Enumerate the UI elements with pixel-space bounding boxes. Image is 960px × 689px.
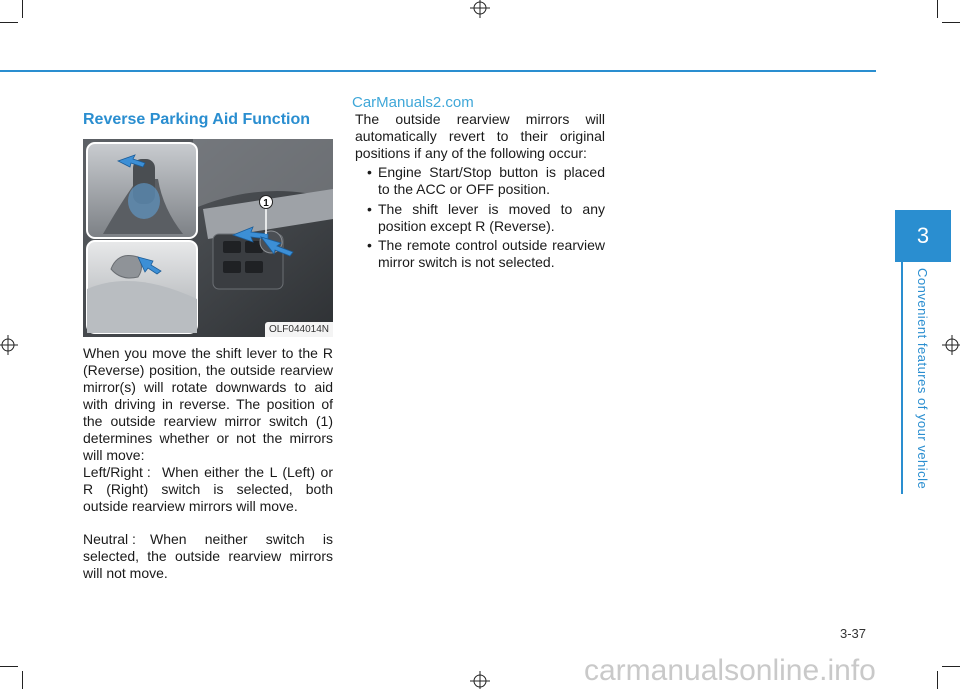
crop-mark xyxy=(942,666,960,667)
definition-desc: When either the L (Left) or R (Right) switch is selected, both outside rearview mirrors will move. xyxy=(83,464,333,514)
bullet-text: Engine Start/Stop button is placed to the ACC or OFF position. xyxy=(378,164,605,197)
section-title: Reverse Parking Aid Function xyxy=(83,111,311,128)
crop-mark xyxy=(0,22,18,23)
crop-mark xyxy=(937,671,938,689)
watermark-bottom[interactable]: carmanualsonline.info xyxy=(584,654,876,687)
bullet-item xyxy=(355,164,605,198)
registration-mark-icon xyxy=(0,333,20,357)
bullet-text: The remote control outside rearview mirror switch is not selected. xyxy=(378,237,605,270)
figure-code-label: OLF044014N xyxy=(265,322,333,337)
crop-mark xyxy=(22,671,23,689)
crop-mark xyxy=(937,0,938,18)
chapter-tab[interactable] xyxy=(895,210,951,262)
crop-mark xyxy=(0,666,18,667)
header-rule xyxy=(0,70,876,72)
figure-illustration xyxy=(83,139,333,337)
definition-left-right xyxy=(83,464,333,515)
bullet-dot: • xyxy=(367,201,372,217)
bullet-text: The shift lever is moved to any position except R (Reverse). xyxy=(378,201,605,234)
chapter-rule xyxy=(901,262,903,494)
revert-paragraph: The outside rearview mirrors will automatically revert to their original positions if any of the following occur: xyxy=(355,111,605,161)
bullet-dot: • xyxy=(367,164,372,180)
bullet-item xyxy=(355,237,605,271)
registration-mark-icon xyxy=(940,333,960,357)
definition-term: Left/Right : xyxy=(83,464,151,480)
registration-mark-icon xyxy=(468,669,492,689)
callout-number: 1 xyxy=(263,198,269,209)
definition-desc: When neither switch is selected, the outside rearview mirrors will not move. xyxy=(83,531,333,581)
definition-term: Neutral : xyxy=(83,531,136,547)
watermark-top[interactable]: CarManuals2.com xyxy=(352,94,474,111)
definition-neutral xyxy=(83,531,333,582)
chapter-number: 3 xyxy=(916,223,930,248)
chapter-title: Convenient features of your vehicle xyxy=(915,268,930,490)
intro-paragraph: When you move the shift lever to the R (Reverse) position, the outside rearview mirror(s) will rotate downwards to aid with driving in reverse. The position of the outside rearview mirror switch (1) determines whether or not the mirrors will move: xyxy=(83,345,333,463)
bullet-dot: • xyxy=(367,237,372,253)
registration-mark-icon xyxy=(468,0,492,20)
mirror-switch-illustration-icon xyxy=(83,139,333,337)
page-number: 3-37 xyxy=(840,626,867,641)
bullet-item xyxy=(355,201,605,235)
crop-mark xyxy=(942,22,960,23)
crop-mark xyxy=(22,0,23,18)
